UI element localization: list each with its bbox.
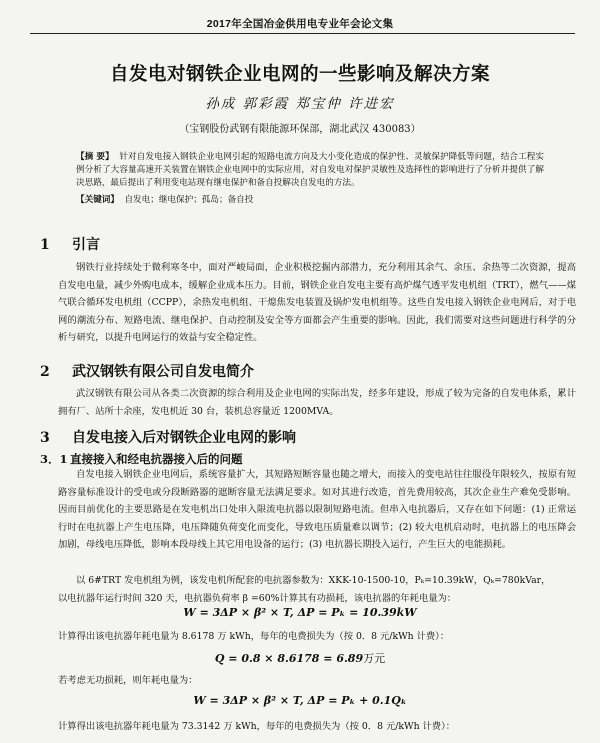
after-equation-1: 计算得出该电抗器年耗电量为 8.6178 万 kWh，每年的电费损失为（按 0．8 元/kWh 计费）： — [58, 631, 450, 642]
after-equation-3: 计算得出该电抗器年耗电量为 73.3142 万 kWh，每年的电费损失为（按 0．8 元/kWh 计费）： — [58, 721, 456, 732]
journal-header: 2017年全国冶金供用电专业年会论文集 — [206, 18, 394, 30]
example-intro-line-1: 以 6#TRT 发电机组为例，该发电机所配套的电抗器参数为：XKK-10-1500-10，Pₖ=10.39kW，Qₖ=780kVar， — [76, 575, 551, 586]
equation-2-unit: 万元 — [363, 652, 386, 665]
subsection-3-1-number: 3．1 — [40, 452, 68, 466]
section-1-heading — [40, 234, 100, 254]
example-intro — [58, 572, 576, 607]
subsection-3-1-paragraph-1: 自发电接入钢铁企业电网后，系统容量扩大，其短路短断容量也随之增大，而接入的变电站往往服役年限较久，按原有短路容量标准设计的受电或分段断路器的遮断容量无法满足要求。如对其进行改造，首先费用较高，其次企业生产难免受影响。因而目前优化的主要思路是在发电机出口处串入限流电抗器以限制短路电流。但串入电抗器后，又存在如下问题：(1) 正常运行时在电抗器上产生电压降，电压降随负荷变化而变化，导致电压质量难以调节；(2) 较大电机启动时，电抗器上的电压降会加剧，母线电压降低，影响本段母线上其它用电设备的运行；(3) 电抗器长期投入运行，产生巨大的电能损耗。 — [58, 469, 576, 551]
subsection-3-1-body — [58, 466, 576, 554]
affiliation: （宝钢股份武钢有限能源环保部，湖北武汉 430083） — [179, 124, 421, 135]
section-2-paragraph: 武汉钢铁有限公司从各类二次资源的综合利用及企业电网的实际出发，经多年建设，形成了较为完备的自发电体系，累计拥有厂、站所十余座，发电机近 30 台，装机总容量近 1200MVA。 — [58, 388, 576, 417]
equation-3: W = 3ΔP × β² × T, ΔP = Pₖ + 0.1Qₖ — [193, 694, 407, 707]
abstract — [76, 151, 544, 190]
subsection-3-1-title: 直接接入和经电抗器接入后的问题 — [70, 452, 243, 466]
section-1-body — [58, 259, 576, 347]
section-2-number: 2 — [40, 364, 50, 380]
section-1-paragraph: 钢铁行业持续处于微利寒冬中，面对严峻局面，企业积极挖掘内部潜力，充分利用其余气、余压、余热等二次资源，提高自发电电量，减少外购电成本，缓解企业成本压力。目前，钢铁企业自发电主要有高炉煤气透平发电机组（TRT），燃气——煤气联合循环发电机组（CCPP），余热发电机组、干熄焦发电装置及锅炉发电机组等。这些自发电接入钢铁企业电网后，对于电网的潮流分布、短路电流、继电保护、自动控制及安全等方面都会产生重要的影响。因此，我们需要对这些问题进行科学的分析与研究，以提升电网运行的效益与安全稳定性。 — [58, 262, 576, 344]
section-2-heading — [40, 361, 254, 381]
abstract-text: 针对自发电接入钢铁企业电网引起的短路电流方向及大小变化造成的保护性、灵敏保护降低等问题，结合工程实例分析了大容量高速开关装置在钢铁企业电网中的实际应用，对自发电对保护灵敏性及选择性的影响进行了分析并提供了解决思路，最后提出了利用变电站现有继电保护和备自投解决自发电的方法。 — [76, 152, 545, 188]
section-3-heading — [40, 427, 296, 447]
keywords-text: 自发电；继电保护；孤岛；备自投 — [124, 195, 254, 205]
equation-2 — [0, 650, 600, 666]
equation-2-formula: Q = 0.8 × 8.6178 = 6.89 — [214, 652, 364, 665]
paper-title: 自发电对钢铁企业电网的一些影响及解决方案 — [109, 64, 490, 85]
header-rule — [30, 33, 575, 34]
section-1-number: 1 — [40, 237, 50, 253]
section-2-body — [58, 385, 576, 420]
authors: 孙成 郭彩霞 郑宝仲 许进宏 — [205, 96, 395, 112]
after-equation-2: 若考虑无功损耗，则年耗电量为： — [58, 675, 198, 686]
equation-1: W = 3ΔP × β² × T, ΔP = Pₖ = 10.39kW — [183, 606, 417, 619]
keywords — [76, 193, 544, 205]
abstract-label: 【摘 要】 — [76, 152, 114, 162]
section-3-number: 3 — [40, 430, 50, 446]
section-1-title: 引言 — [72, 237, 100, 253]
example-intro-line-2: 以电抗器年运行时间 320 天，电抗器负荷率 β =60%计算其有功损耗，该电抗器的年耗电量为： — [58, 592, 457, 604]
section-2-title: 武汉钢铁有限公司自发电简介 — [72, 364, 254, 380]
subsection-3-1-heading — [40, 451, 243, 467]
section-3-title: 自发电接入后对钢铁企业电网的影响 — [72, 430, 296, 446]
keywords-label: 【关键词】 — [76, 195, 119, 205]
